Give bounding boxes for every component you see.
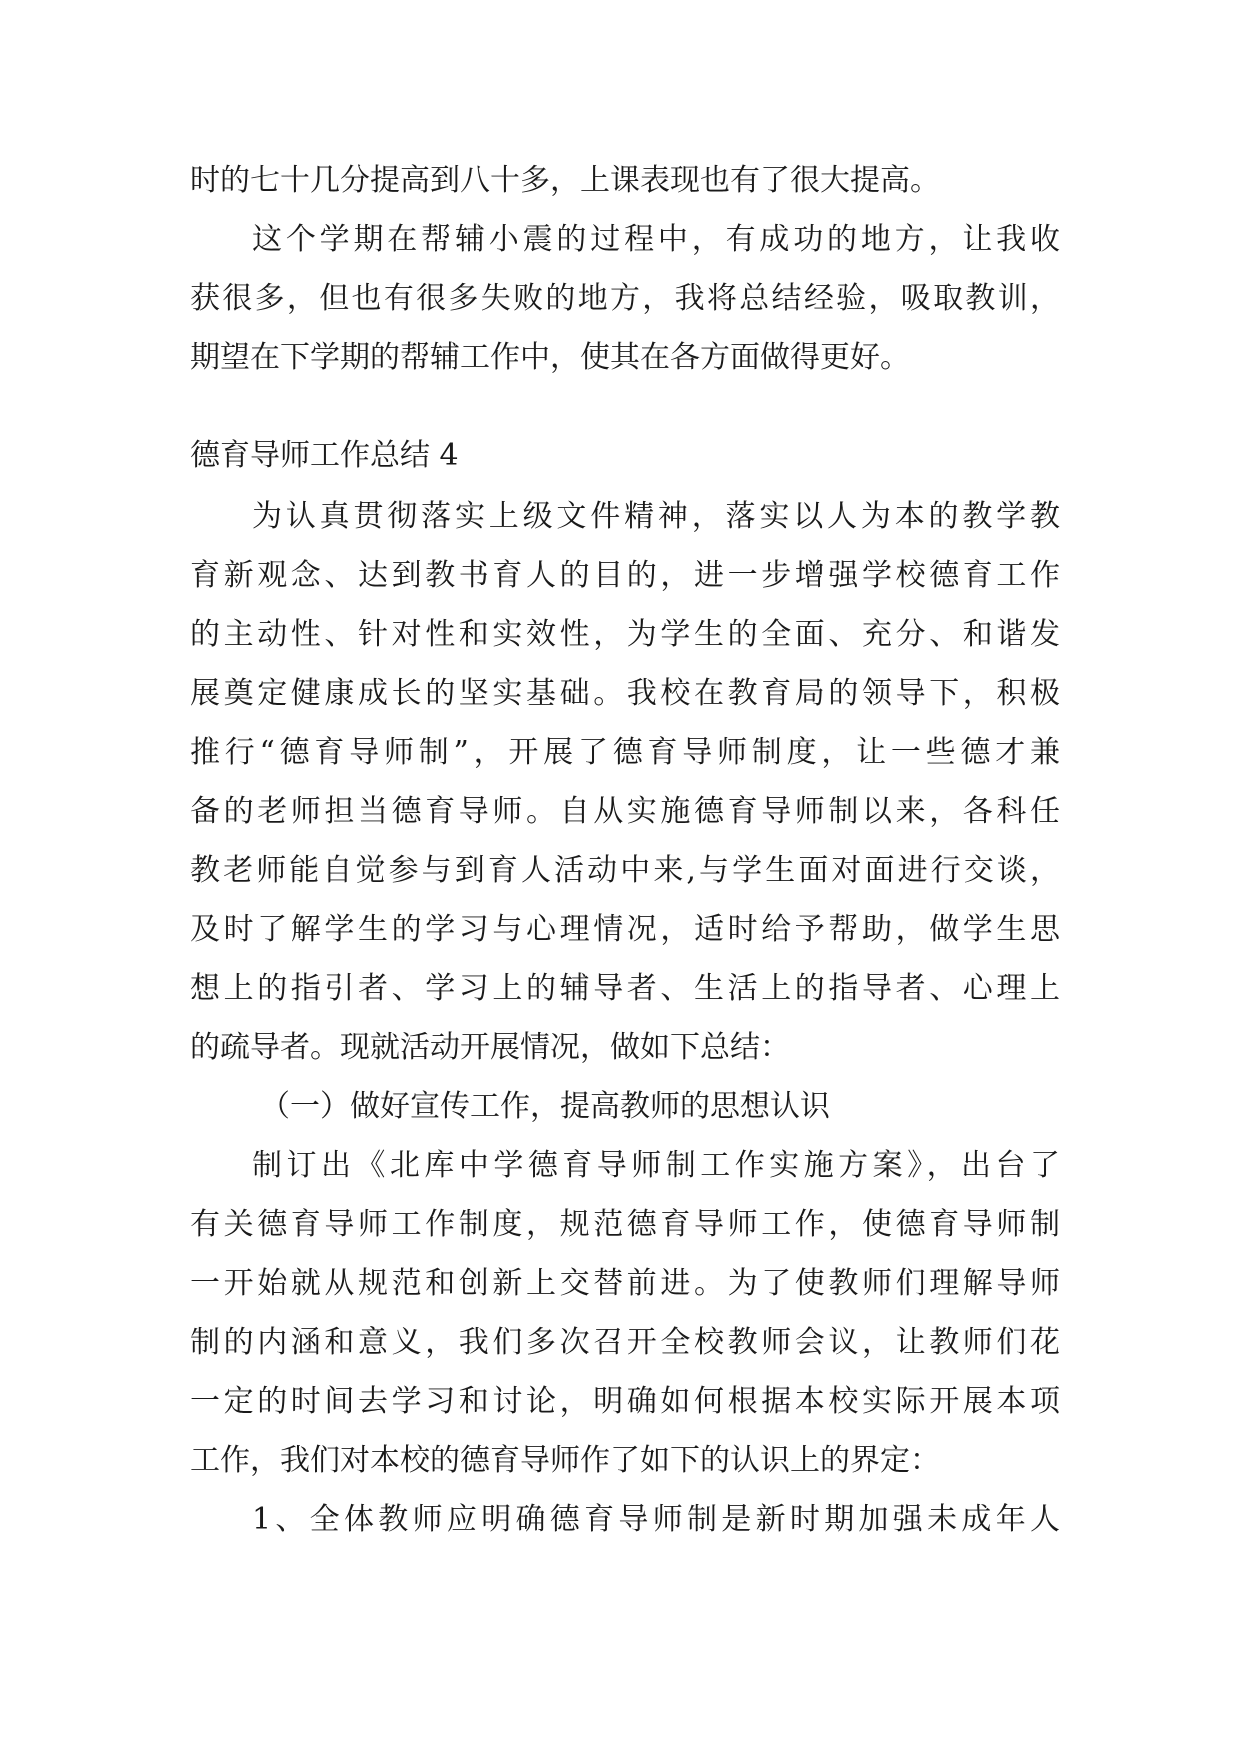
text-line: 制的内涵和意义，我们多次召开全校教师会议，让教师们花 xyxy=(190,1325,1060,1360)
paragraph-first-line: 1、全体教师应明确德育导师制是新时期加强未成年人 xyxy=(252,1502,1060,1537)
text-line: 一定的时间去学习和讨论，明确如何根据本校实际开展本项 xyxy=(190,1384,1060,1419)
text-line: 时的七十几分提高到八十多，上课表现也有了很大提高。 xyxy=(190,163,940,198)
subsection-heading: （一）做好宣传工作，提高教师的思想认识 xyxy=(260,1089,830,1124)
text-line: 及时了解学生的学习与心理情况，适时给予帮助，做学生思 xyxy=(190,912,1060,947)
text-line: 有关德育导师工作制度，规范德育导师工作，使德育导师制 xyxy=(190,1207,1060,1242)
text-line: 备的老师担当德育导师。自从实施德育导师制以来，各科任 xyxy=(190,794,1060,829)
text-line: 的主动性、针对性和实效性，为学生的全面、充分、和谐发 xyxy=(190,617,1060,652)
text-line: 推行“德育导师制”，开展了德育导师制度，让一些德才兼 xyxy=(190,735,1060,770)
paragraph-first-line: 制订出《北库中学德育导师制工作实施方案》，出台了 xyxy=(252,1148,1060,1183)
text-line: 的疏导者。现就活动开展情况，做如下总结： xyxy=(190,1030,790,1065)
text-line: 期望在下学期的帮辅工作中，使其在各方面做得更好。 xyxy=(190,340,910,375)
text-line: 展奠定健康成长的坚实基础。我校在教育局的领导下，积极 xyxy=(190,676,1060,711)
text-line: 教老师能自觉参与到育人活动中来,与学生面对面进行交谈， xyxy=(190,853,1060,888)
text-line: 获很多，但也有很多失败的地方，我将总结经验，吸取教训， xyxy=(190,281,1060,316)
paragraph-first-line: 为认真贯彻落实上级文件精神，落实以人为本的教学教 xyxy=(252,499,1060,534)
section-heading: 德育导师工作总结 4 xyxy=(190,438,459,473)
text-line: 一开始就从规范和创新上交替前进。为了使教师们理解导师 xyxy=(190,1266,1060,1301)
text-line: 想上的指引者、学习上的辅导者、生活上的指导者、心理上 xyxy=(190,971,1060,1006)
text-line: 育新观念、达到教书育人的目的，进一步增强学校德育工作 xyxy=(190,558,1060,593)
paragraph-first-line: 这个学期在帮辅小震的过程中，有成功的地方，让我收 xyxy=(252,222,1060,257)
text-line: 工作，我们对本校的德育导师作了如下的认识上的界定： xyxy=(190,1443,940,1478)
